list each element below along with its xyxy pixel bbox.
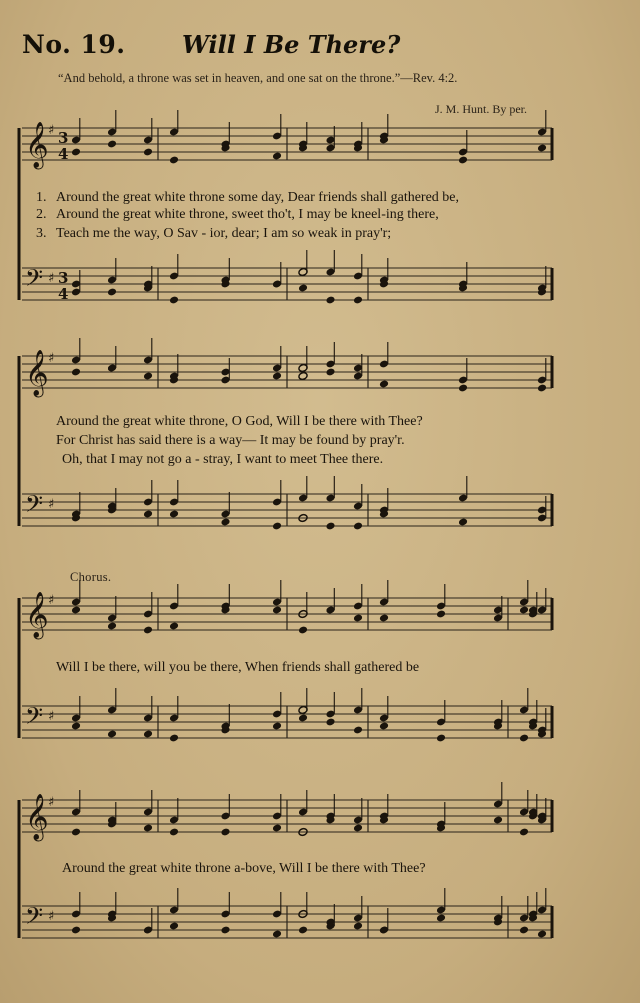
note-head bbox=[298, 284, 308, 293]
note-head bbox=[169, 622, 179, 631]
verse-1-continuation: Around the great white throne, O God, Will I be there with Thee? bbox=[56, 414, 423, 429]
note-head bbox=[169, 734, 179, 743]
note-head bbox=[353, 522, 363, 531]
sharp-icon: ♯ bbox=[48, 497, 55, 512]
note-head bbox=[71, 148, 81, 157]
note-head bbox=[143, 626, 153, 635]
note-head bbox=[436, 610, 446, 619]
note-head bbox=[353, 922, 363, 931]
note-head bbox=[379, 722, 389, 731]
note-head bbox=[107, 730, 117, 739]
note-head bbox=[272, 824, 282, 833]
sharp-icon: ♯ bbox=[48, 795, 55, 810]
verse-number: 2. bbox=[36, 207, 47, 222]
treble-clef-icon: 𝄞 bbox=[25, 122, 49, 168]
note-head bbox=[436, 914, 446, 923]
note-head bbox=[169, 922, 179, 931]
verse-2-line bbox=[36, 207, 439, 223]
note-head bbox=[458, 156, 468, 165]
time-signature-bottom: 4 bbox=[58, 145, 69, 163]
treble-clef-icon: 𝄞 bbox=[25, 794, 49, 840]
note-head bbox=[298, 926, 308, 935]
note-head bbox=[493, 816, 503, 825]
verse-text: Teach me the way, O Sav - ior, dear; I am so weak in pray'r; bbox=[56, 226, 392, 241]
verse-text: Around the great white throne some day, Dear friends shall gathered be, bbox=[56, 190, 460, 205]
note-head bbox=[537, 384, 547, 393]
sharp-icon: ♯ bbox=[48, 909, 55, 924]
note-head bbox=[143, 824, 153, 833]
scripture-epigraph: “And behold, a throne was set in heaven, and one sat on the throne.”—Rev. 4:2. bbox=[58, 71, 458, 85]
note-head bbox=[353, 614, 363, 623]
note-head bbox=[169, 296, 179, 305]
author-credit: J. M. Hunt. By per. bbox=[434, 102, 527, 116]
note-head bbox=[272, 930, 282, 939]
bass-clef-icon: 𝄢 bbox=[25, 490, 44, 523]
note-head bbox=[143, 148, 153, 157]
chorus-line-1: Will I be there, will you be there, When friends shall gathered be bbox=[56, 660, 420, 675]
time-signature-bottom: 4 bbox=[58, 285, 69, 303]
note-head bbox=[325, 718, 335, 727]
note-head bbox=[379, 380, 389, 389]
note-head bbox=[325, 368, 335, 377]
note-head bbox=[143, 730, 153, 739]
note-head bbox=[519, 828, 529, 837]
note-head bbox=[220, 518, 230, 527]
verse-3-continuation: Oh, that I may not go a - stray, I want to meet Thee there. bbox=[62, 452, 384, 467]
note-head bbox=[353, 726, 363, 735]
note-head bbox=[71, 368, 81, 377]
note-head bbox=[537, 930, 547, 939]
note-head bbox=[169, 510, 179, 519]
note-head bbox=[71, 606, 81, 615]
hymn-title: Will I Be There? bbox=[182, 30, 401, 59]
note-head bbox=[107, 622, 117, 631]
sharp-icon: ♯ bbox=[48, 593, 55, 608]
note-head bbox=[298, 714, 308, 723]
note-head bbox=[353, 824, 363, 833]
bass-clef-icon: 𝄢 bbox=[25, 902, 44, 935]
note-head bbox=[272, 372, 282, 381]
note-head bbox=[298, 626, 308, 635]
note-head bbox=[379, 614, 389, 623]
note-head bbox=[169, 828, 179, 837]
note-head bbox=[325, 296, 335, 305]
verse-number: 1. bbox=[36, 190, 47, 205]
note-head bbox=[220, 926, 230, 935]
note-head bbox=[272, 152, 282, 161]
note-head bbox=[169, 156, 179, 165]
bass-clef-icon: 𝄢 bbox=[25, 264, 44, 297]
chorus-line-2: Around the great white throne a-bove, Will I be there with Thee? bbox=[62, 861, 426, 876]
verse-1-line bbox=[36, 190, 459, 206]
sharp-icon: ♯ bbox=[48, 351, 55, 366]
note-head bbox=[353, 296, 363, 305]
sharp-icon: ♯ bbox=[48, 709, 55, 724]
time-signature-top: 3 bbox=[58, 269, 69, 287]
note-head bbox=[325, 522, 335, 531]
note-head bbox=[143, 510, 153, 519]
treble-clef-icon: 𝄞 bbox=[25, 350, 49, 396]
verse-number: 3. bbox=[36, 226, 47, 241]
note-head bbox=[272, 522, 282, 531]
note-head bbox=[272, 722, 282, 731]
chorus-label: Chorus. bbox=[70, 570, 112, 584]
note-head bbox=[519, 606, 529, 615]
note-head bbox=[458, 518, 468, 527]
bass-clef-icon: 𝄢 bbox=[25, 702, 44, 735]
note-head bbox=[519, 926, 529, 935]
note-head bbox=[71, 828, 81, 837]
note-head bbox=[143, 372, 153, 381]
hymn-number: No. 19. bbox=[22, 30, 126, 59]
sharp-icon: ♯ bbox=[48, 123, 55, 138]
verse-3-line bbox=[36, 226, 391, 242]
note-head bbox=[71, 722, 81, 731]
treble-clef-icon: 𝄞 bbox=[25, 592, 49, 638]
time-signature-top: 3 bbox=[58, 129, 69, 147]
verse-text: Around the great white throne, sweet tho't, I may be kneel-ing there, bbox=[56, 207, 439, 222]
note-head bbox=[458, 384, 468, 393]
note-head bbox=[298, 372, 308, 381]
note-head bbox=[272, 606, 282, 615]
sharp-icon: ♯ bbox=[48, 271, 55, 286]
note-head bbox=[436, 734, 446, 743]
note-head bbox=[220, 828, 230, 837]
note-head bbox=[107, 140, 117, 149]
note-head bbox=[519, 734, 529, 743]
verse-2-continuation: For Christ has said there is a way— It may be found by pray'r. bbox=[56, 433, 405, 448]
note-head bbox=[107, 288, 117, 297]
note-head bbox=[71, 926, 81, 935]
note-head bbox=[537, 144, 547, 153]
